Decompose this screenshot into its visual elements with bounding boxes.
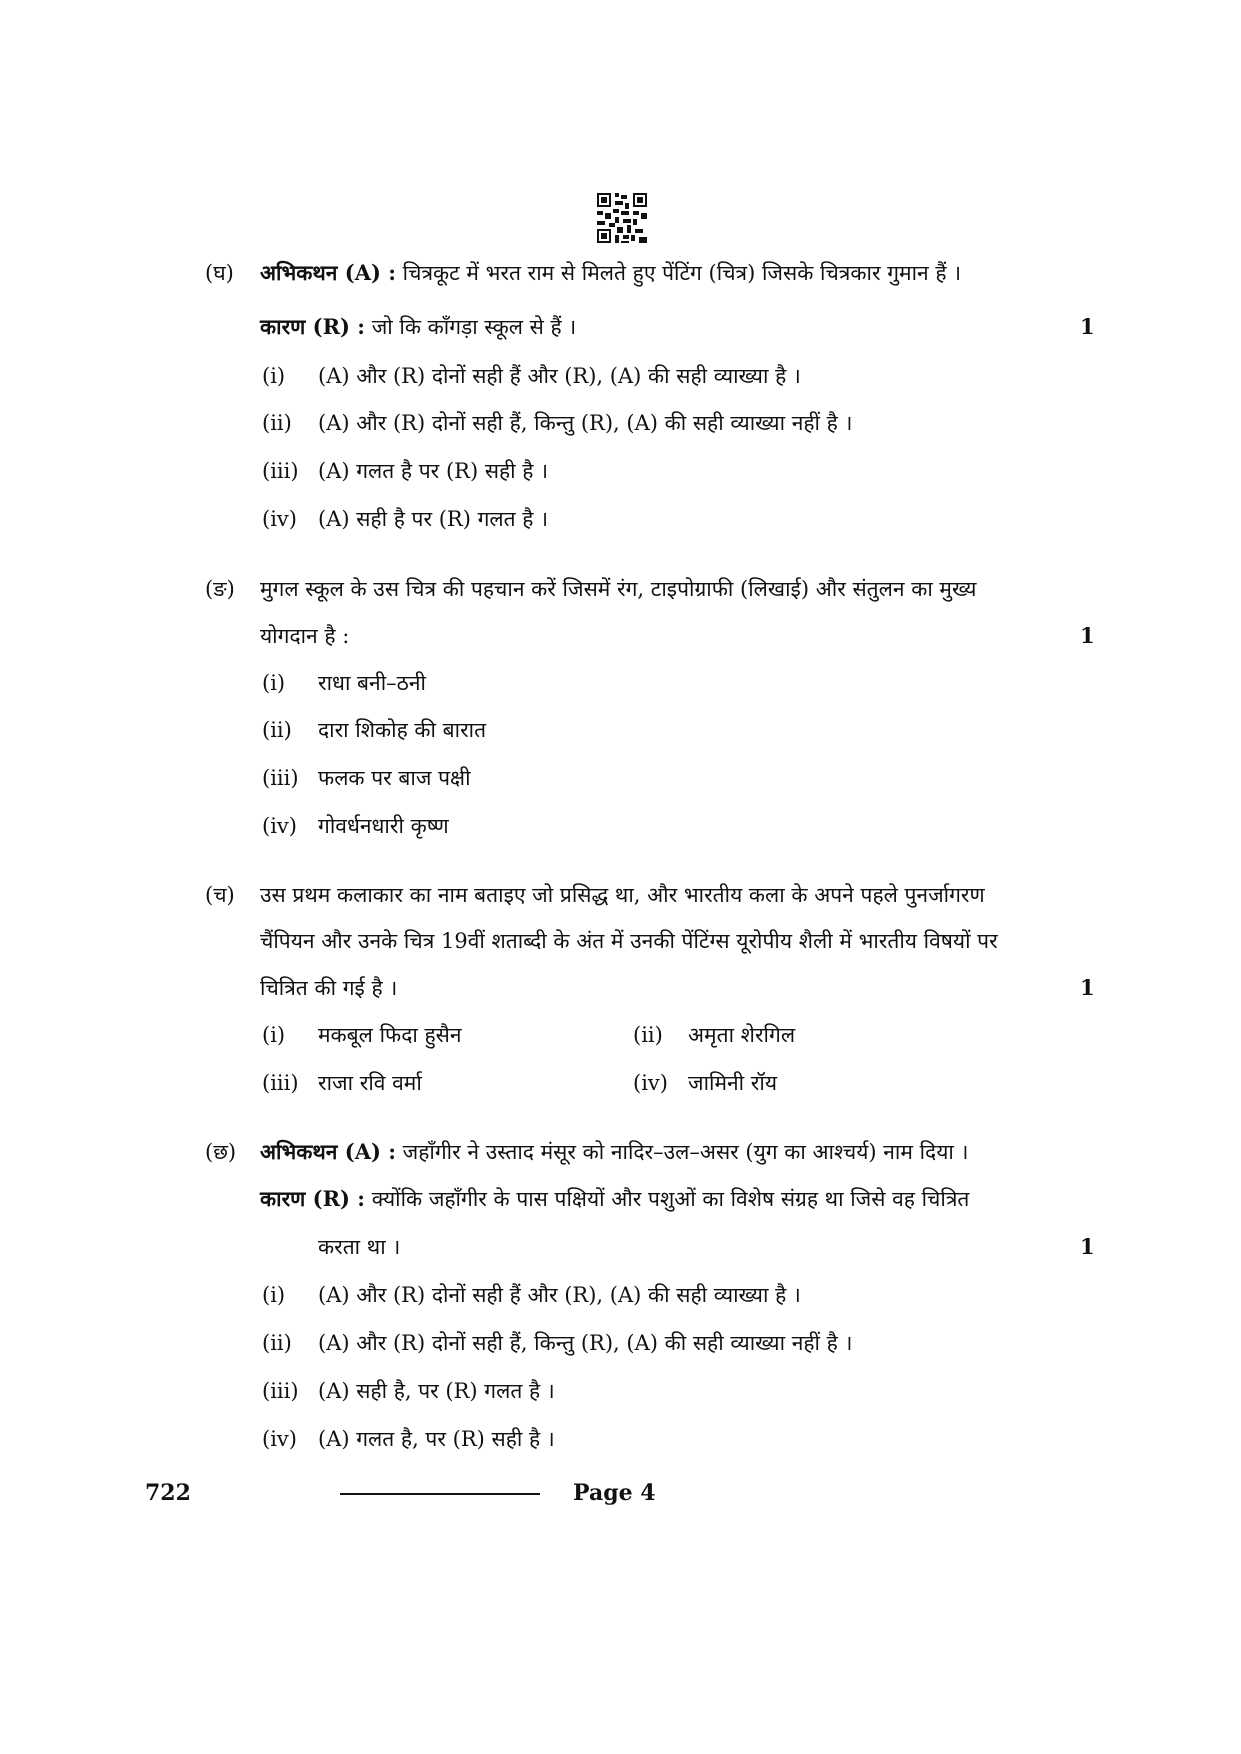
option-text: राधा बनी–ठनी xyxy=(318,671,426,695)
question-text: योगदान है : xyxy=(260,624,350,648)
option-number: (ii) xyxy=(262,1331,292,1355)
marks: 1 xyxy=(1080,975,1095,1000)
marks: 1 xyxy=(1080,314,1095,339)
option-number: (i) xyxy=(262,1023,286,1047)
assertion-label: अभिकथन (A) : xyxy=(260,260,396,285)
option-number: (iv) xyxy=(633,1071,668,1095)
option-text: (A) और (R) दोनों सही हैं और (R), (A) की सही व्याख्या है । xyxy=(318,364,801,388)
option-number: (ii) xyxy=(262,718,292,742)
reason-text: जो कि काँगड़ा स्कूल से हैं । xyxy=(365,315,577,339)
question-text: मुगल स्कूल के उस चित्र की पहचान करें जिसमें रंग, टाइपोग्राफी (लिखाई) और संतुलन का मुख्य xyxy=(260,577,977,601)
option-number: (i) xyxy=(262,671,286,695)
option-text: (A) गलत है, पर (R) सही है । xyxy=(318,1427,555,1451)
option-number: (ii) xyxy=(262,411,292,435)
option-text: दारा शिकोह की बारात xyxy=(318,718,487,742)
assertion-label: अभिकथन (A) : xyxy=(260,1139,396,1164)
reason-continuation: करता था । xyxy=(318,1235,401,1259)
question-label: (छ) xyxy=(205,1140,237,1164)
footer-rule xyxy=(340,1493,540,1495)
option-number: (iv) xyxy=(262,1427,297,1451)
option-text: फलक पर बाज पक्षी xyxy=(318,766,471,790)
option-text: (A) और (R) दोनों सही हैं और (R), (A) की सही व्याख्या है । xyxy=(318,1283,801,1307)
assertion xyxy=(260,1137,968,1167)
question-label: (ङ) xyxy=(205,577,235,601)
marks: 1 xyxy=(1080,623,1095,648)
question-text: उस प्रथम कलाकार का नाम बताइए जो प्रसिद्ध था, और भारतीय कला के अपने पहले पुनर्जागरण xyxy=(260,883,985,907)
page-number: Page 4 xyxy=(573,1480,656,1506)
assertion-text: चित्रकूट में भरत राम से मिलते हुए पेंटिंग (चित्र) जिसके चित्रकार गुमान हैं । xyxy=(396,261,962,285)
option-text: (A) गलत है पर (R) सही है । xyxy=(318,459,549,483)
option-number: (iii) xyxy=(262,1379,299,1403)
reason-label: कारण (R) : xyxy=(260,314,366,339)
option-text: गोवर्धनधारी कृष्ण xyxy=(318,814,449,838)
option-text: जामिनी रॉय xyxy=(688,1071,777,1095)
option-number: (iii) xyxy=(262,459,299,483)
option-number: (ii) xyxy=(633,1023,663,1047)
option-text: (A) सही है पर (R) गलत है । xyxy=(318,507,549,531)
option-number: (i) xyxy=(262,364,286,388)
question-text: चित्रित की गई है । xyxy=(260,976,398,1000)
option-text: राजा रवि वर्मा xyxy=(318,1071,422,1095)
question-text: चैंपियन और उनके चित्र 19वीं शताब्दी के अंत में उनकी पेंटिंग्स यूरोपीय शैली में भारतीय विषयों पर xyxy=(260,929,998,953)
option-text: (A) और (R) दोनों सही हैं, किन्तु (R), (A) की सही व्याख्या नहीं है । xyxy=(318,411,853,435)
reason-text: क्योंकि जहाँगीर के पास पक्षियों और पशुओं का विशेष संग्रह था जिसे वह चित्रित xyxy=(365,1187,970,1211)
option-number: (i) xyxy=(262,1283,286,1307)
assertion xyxy=(260,258,961,288)
option-text: अमृता शेरगिल xyxy=(688,1023,796,1047)
option-number: (iv) xyxy=(262,814,297,838)
option-text: मकबूल फिदा हुसैन xyxy=(318,1023,462,1047)
question-label: (च) xyxy=(205,883,235,907)
assertion-text: जहाँगीर ने उस्ताद मंसूर को नादिर–उल–असर (युग का आश्चर्य) नाम दिया । xyxy=(396,1140,969,1164)
reason xyxy=(260,312,576,342)
option-number: (iv) xyxy=(262,507,297,531)
question-label: (घ) xyxy=(205,261,234,285)
option-text: (A) सही है, पर (R) गलत है । xyxy=(318,1379,555,1403)
paper-code: 722 xyxy=(145,1480,191,1506)
reason xyxy=(260,1184,969,1214)
option-text: (A) और (R) दोनों सही हैं, किन्तु (R), (A) की सही व्याख्या नहीं है । xyxy=(318,1331,853,1355)
option-number: (iii) xyxy=(262,766,299,790)
qr-code xyxy=(597,193,647,243)
marks: 1 xyxy=(1080,1234,1095,1259)
reason-label: कारण (R) : xyxy=(260,1186,366,1211)
option-number: (iii) xyxy=(262,1071,299,1095)
